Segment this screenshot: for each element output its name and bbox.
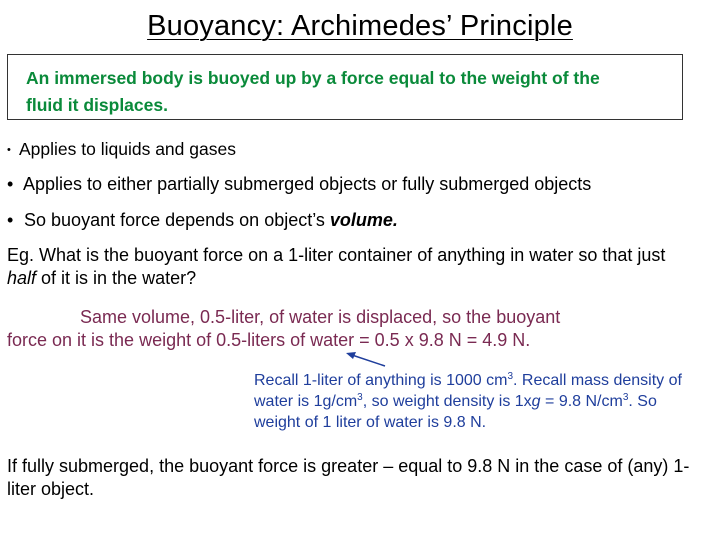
bullet-text: So buoyant force depends on object’s bbox=[24, 210, 330, 230]
example-text: Eg. What is the buoyant force on a 1-liter container of anything in water so that just bbox=[7, 245, 666, 265]
bullet-submerged bbox=[7, 174, 591, 195]
fully-submerged-note: If fully submerged, the buoyant force is greater – equal to 9.8 N in the case of (any) 1-liter object. bbox=[7, 456, 690, 499]
bullet-volume bbox=[7, 210, 398, 231]
example-answer bbox=[7, 306, 707, 352]
definition-text bbox=[26, 65, 686, 119]
bullet-text: Applies to either partially submerged objects or fully submerged objects bbox=[23, 174, 592, 194]
example-emphasis: half bbox=[7, 268, 37, 288]
bullet-emphasis: volume. bbox=[329, 210, 398, 230]
bullet-icon: • bbox=[7, 174, 14, 194]
recall-note: Recall 1-liter of anything is 1000 $cm^3$. Recall mass density of water is $1g/cm^3$, so weight density is 1xg = 9.8 $N/cm^3$. So weight of 1 liter of water is 9.8 N. bbox=[254, 371, 682, 431]
bullet-icon: • bbox=[7, 210, 14, 230]
slide-title: Buoyancy: Archimedes’ Principle bbox=[147, 10, 573, 42]
answer-line-2: force on it is the weight of 0.5-liters of water = 0.5 x 9.8 N = 4.9 N. bbox=[7, 330, 531, 350]
example-question bbox=[7, 244, 697, 290]
example-text-end: of it is in the water? bbox=[36, 268, 197, 288]
bullet-icon: • bbox=[7, 144, 11, 156]
bullet-liquids-gases bbox=[7, 139, 236, 160]
answer-line-1: Same volume, 0.5-liter, of water is displaced, so the buoyant bbox=[80, 307, 561, 327]
bullet-text: Applies to liquids and gases bbox=[19, 139, 236, 159]
definition-line-2: fluid it displaces. bbox=[26, 95, 168, 115]
definition-line-1: An immersed body is buoyed up by a force equal to the weight of the bbox=[26, 68, 600, 88]
